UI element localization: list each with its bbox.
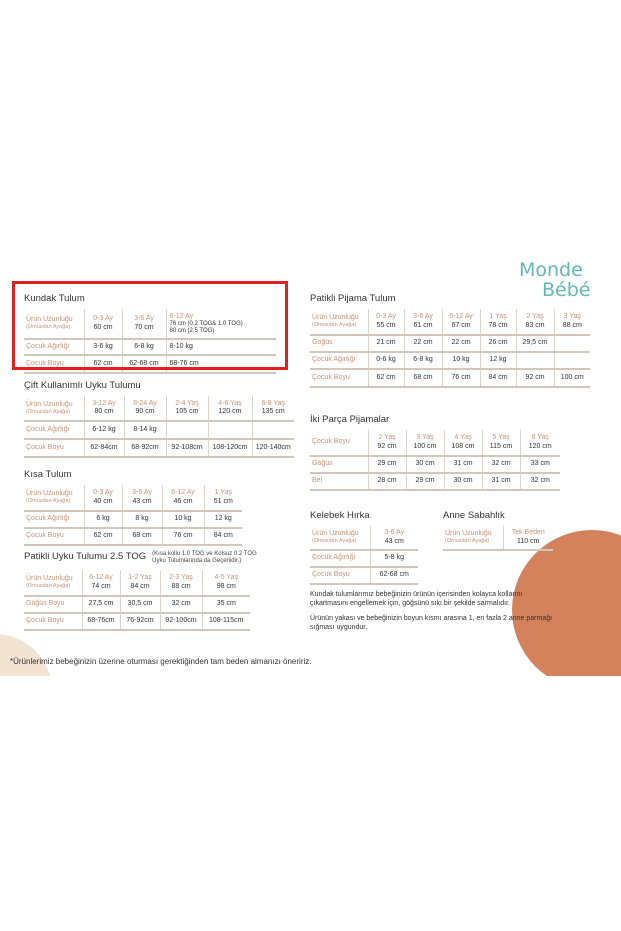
table-cell: 6-12 Ay 67 cm bbox=[442, 309, 480, 335]
row-label: Çocuk Ağırlığı bbox=[24, 339, 84, 355]
row-label: Çocuk Ağırlığı bbox=[24, 511, 84, 528]
table-cell: 30 cm bbox=[444, 473, 482, 490]
iki-parca-section bbox=[310, 414, 560, 491]
table-cell: 21 cm bbox=[368, 335, 404, 352]
patikli-pijama-section bbox=[310, 293, 590, 388]
table-cell: 26 cm bbox=[480, 335, 516, 352]
kisa-tulum-section bbox=[24, 469, 242, 546]
table-cell bbox=[554, 352, 590, 369]
size-table bbox=[24, 396, 294, 458]
row-label: Çocuk Ağırlığı bbox=[310, 550, 370, 567]
table-cell: Tek Beden 110 cm bbox=[503, 526, 553, 550]
row-label: Çocuk Boyu bbox=[24, 528, 84, 545]
table-cell: 35 cm bbox=[202, 596, 250, 613]
row-label: Ürün Uzunluğu (Omuzdan Ayağa) bbox=[443, 526, 503, 550]
row-label: Çocuk Boyu bbox=[310, 567, 370, 584]
table-cell: 62-84cm bbox=[84, 439, 124, 457]
anne-sabahlik-section bbox=[443, 510, 553, 551]
table-cell: 32 cm bbox=[520, 473, 560, 490]
table-row bbox=[24, 570, 250, 596]
row-label: Göğüs bbox=[310, 335, 368, 352]
table-cell: 84 cm bbox=[204, 528, 242, 545]
table-cell: 5 Yaş 115 cm bbox=[482, 430, 520, 456]
row-label: Çocuk Boyu bbox=[310, 369, 368, 387]
table-cell: 76 cm bbox=[442, 369, 480, 387]
table-cell: 2-4 Yaş 105 cm bbox=[166, 396, 208, 421]
table-cell: 32 cm bbox=[160, 596, 202, 613]
table-cell: 29,5 cm bbox=[516, 335, 554, 352]
size-table bbox=[310, 526, 418, 585]
table-cell: 0-6 kg bbox=[368, 352, 404, 369]
row-label: Göğüs Boyu bbox=[24, 596, 82, 613]
row-label: Göğüs bbox=[310, 456, 368, 473]
table-cell: 30 cm bbox=[406, 456, 444, 473]
table-cell: 6-12 Ay 74 cm bbox=[82, 570, 120, 596]
table-row bbox=[310, 473, 560, 490]
table-row bbox=[24, 485, 242, 511]
table-cell: 108-115cm bbox=[202, 613, 250, 630]
section-title: Kısa Tulum bbox=[24, 469, 72, 480]
row-label: Çocuk Boyu bbox=[24, 439, 84, 457]
highlight-box bbox=[12, 281, 288, 370]
row-label: Ürün Uzunluğu (Omuzdan Ayağa) bbox=[310, 526, 370, 550]
brand-logo: Monde Bébé bbox=[519, 262, 591, 301]
table-cell: 28 cm bbox=[368, 473, 406, 490]
row-label: Çocuk Ağırlığı bbox=[310, 352, 368, 369]
table-row bbox=[24, 511, 242, 528]
table-row bbox=[310, 430, 560, 456]
table-cell: 120-140cm bbox=[252, 439, 294, 457]
row-label: Ürün Uzunluğu (Omuzdan Ayağa) bbox=[24, 396, 84, 421]
table-cell: 3 Yaş 100 cm bbox=[406, 430, 444, 456]
table-cell: 1 Yaş 78 cm bbox=[480, 309, 516, 335]
table-row bbox=[24, 613, 250, 630]
table-row bbox=[310, 369, 590, 387]
table-cell: 0-3 Ay 55 cm bbox=[368, 309, 404, 335]
table-cell: 3-6 Ay 43 cm bbox=[370, 526, 418, 550]
table-row bbox=[24, 528, 242, 545]
table-row bbox=[310, 456, 560, 473]
table-cell: 76-92cm bbox=[120, 613, 160, 630]
table-cell: 84 cm bbox=[480, 369, 516, 387]
table-cell: 68 cm bbox=[122, 528, 162, 545]
table-cell bbox=[252, 421, 294, 439]
table-cell: 5-8 kg bbox=[370, 550, 418, 567]
table-row bbox=[310, 567, 418, 584]
table-cell: 3-6 Ay 43 cm bbox=[122, 485, 162, 511]
table-cell: 1-2 Yaş 84 cm bbox=[120, 570, 160, 596]
section-title: Kelebek Hırka bbox=[310, 510, 370, 521]
table-cell: 6-12 Ay 76 cm (0.2 TOG& 1.0 TOG) 80 cm (2.5 TOG) bbox=[166, 309, 276, 339]
table-cell: 32 cm bbox=[482, 456, 520, 473]
table-cell: 68-76 cm bbox=[166, 355, 276, 373]
section-title: İki Parça Pijamalar bbox=[310, 414, 390, 425]
table-cell: 3-6 Ay 61 cm bbox=[404, 309, 442, 335]
table-cell: 29 cm bbox=[368, 456, 406, 473]
table-cell bbox=[554, 335, 590, 352]
size-table bbox=[24, 485, 242, 546]
table-cell: 2-3 Yaş 88 cm bbox=[160, 570, 202, 596]
table-cell: 6 Yaş 120 cm bbox=[520, 430, 560, 456]
table-cell: 68 cm bbox=[404, 369, 442, 387]
table-cell: 2 Yaş 83 cm bbox=[516, 309, 554, 335]
table-row bbox=[443, 526, 553, 550]
table-cell: 10 kg bbox=[162, 511, 204, 528]
table-cell: 68-76cm bbox=[82, 613, 120, 630]
table-cell: 8-14 kg bbox=[124, 421, 166, 439]
table-cell: 6-8 Yaş 135 cm bbox=[252, 396, 294, 421]
table-cell: 62 cm bbox=[84, 528, 122, 545]
table-cell: 2 Yaş 92 cm bbox=[368, 430, 406, 456]
table-cell: 4-6 Yaş 120 cm bbox=[208, 396, 252, 421]
table-cell: 3 Yaş 88 cm bbox=[554, 309, 590, 335]
section-note: (Kısa kollu 1.0 TOG ve Kolsuz 0.2 TOG Uyku Tulumlarında da Geçerlidir.) bbox=[152, 551, 257, 564]
table-cell bbox=[166, 421, 208, 439]
table-cell: 92-100cm bbox=[160, 613, 202, 630]
table-cell: 4-5 Yaş 98 cm bbox=[202, 570, 250, 596]
size-table bbox=[310, 430, 560, 491]
table-cell: 27,5 cm bbox=[82, 596, 120, 613]
row-label: Çocuk Ağırlığı bbox=[24, 421, 84, 439]
row-label: Çocuk Boyu bbox=[310, 430, 368, 456]
table-cell bbox=[208, 421, 252, 439]
section-title: Patikli Pijama Tulum bbox=[310, 293, 396, 304]
patikli-uyku-section bbox=[24, 551, 257, 631]
table-cell: 6-8 kg bbox=[404, 352, 442, 369]
table-cell: 62 cm bbox=[368, 369, 404, 387]
decorative-circle-left bbox=[0, 634, 52, 676]
table-row bbox=[24, 596, 250, 613]
row-label: Bel bbox=[310, 473, 368, 490]
table-cell: 29 cm bbox=[406, 473, 444, 490]
table-cell: 31 cm bbox=[482, 473, 520, 490]
section-title: Patikli Uyku Tulumu 2.5 TOG (Kısa kollu 1.0 TOG ve Kolsuz 0.2 TOG Uyku Tulumlarında da Geçerlidir.) bbox=[24, 551, 257, 564]
table-cell: 62 cm bbox=[84, 355, 122, 373]
row-label: Ürün Uzunluğu (Omuzdan Ayağa) bbox=[24, 570, 82, 596]
table-cell: 68-92cm bbox=[124, 439, 166, 457]
table-row bbox=[310, 335, 590, 352]
row-label: Ürün Uzunluğu (Omuzdan Ayağa) bbox=[24, 309, 84, 339]
table-cell: 6-12 Ay 46 cm bbox=[162, 485, 204, 511]
table-cell: 22 cm bbox=[442, 335, 480, 352]
table-cell bbox=[516, 352, 554, 369]
section-title: Anne Sabahlık bbox=[443, 510, 505, 521]
row-label: Çocuk Boyu bbox=[24, 613, 82, 630]
table-cell: 6-12 kg bbox=[84, 421, 124, 439]
row-label: Çocuk Boyu bbox=[24, 355, 84, 373]
care-notes bbox=[310, 590, 560, 638]
table-cell: 8 kg bbox=[122, 511, 162, 528]
footnote: *Ürünlerimiz bebeğinizin üzerine oturması gerektiğinden tam beden almanızı öneririz. bbox=[10, 657, 312, 666]
table-cell: 6 kg bbox=[84, 511, 122, 528]
table-row bbox=[24, 396, 294, 421]
size-table bbox=[24, 570, 250, 631]
table-cell: 8-10 kg bbox=[166, 339, 276, 355]
table-cell: 1 Yaş 51 cm bbox=[204, 485, 242, 511]
table-cell: 62-68 cm bbox=[122, 355, 166, 373]
table-cell: 12 kg bbox=[480, 352, 516, 369]
table-cell: 6-8 kg bbox=[122, 339, 166, 355]
cift-kullanimli-section bbox=[24, 380, 294, 458]
note-paragraph: Ürünün yakası ve bebeğinizin boyun kısmı arasına 1, en fazla 2 anne parmağı sığması uygundur. bbox=[310, 615, 553, 631]
table-cell: 3-6 Ay 70 cm bbox=[122, 309, 166, 339]
table-cell: 4 Yaş 108 cm bbox=[444, 430, 482, 456]
table-cell: 92-108cm bbox=[166, 439, 208, 457]
table-cell: 92 cm bbox=[516, 369, 554, 387]
table-cell: 30,5 cm bbox=[120, 596, 160, 613]
size-table bbox=[310, 309, 590, 388]
table-row bbox=[310, 550, 418, 567]
table-row bbox=[310, 526, 418, 550]
table-cell: 76 cm bbox=[162, 528, 204, 545]
table-cell: 10 kg bbox=[442, 352, 480, 369]
section-title: Kundak Tulum bbox=[24, 293, 85, 304]
table-cell: 108-120cm bbox=[208, 439, 252, 457]
kelebek-hirka-section bbox=[310, 510, 418, 585]
table-cell: 3-12 Ay 80 cm bbox=[84, 396, 124, 421]
table-cell: 12 kg bbox=[204, 511, 242, 528]
section-title: Çift Kullanımlı Uyku Tulumu bbox=[24, 380, 141, 391]
row-label: Ürün Uzunluğu (Omuzdan Ayağa) bbox=[24, 485, 84, 511]
table-cell: 3-6 kg bbox=[84, 339, 122, 355]
table-cell: 0-3 Ay 40 cm bbox=[84, 485, 122, 511]
table-cell: 100 cm bbox=[554, 369, 590, 387]
table-row bbox=[310, 309, 590, 335]
table-row bbox=[24, 421, 294, 439]
table-cell: 22 cm bbox=[404, 335, 442, 352]
size-table bbox=[443, 526, 553, 551]
note-paragraph: Kundak tulumlarımız bebeğinizin ürünün içerisinden kolayca kollarını çıkartmasını engellemek için, göğsünü sıkı bir şekilde sarmalıdır. bbox=[310, 591, 523, 607]
table-cell: 62-68 cm bbox=[370, 567, 418, 584]
table-cell: 31 cm bbox=[444, 456, 482, 473]
table-cell: 8-24 Ay 90 cm bbox=[124, 396, 166, 421]
row-label: Ürün Uzunluğu (Omuzdan Ayağa) bbox=[310, 309, 368, 335]
table-cell: 0-3 Ay 60 cm bbox=[84, 309, 122, 339]
table-row bbox=[24, 439, 294, 457]
table-cell: 33 cm bbox=[520, 456, 560, 473]
table-row bbox=[310, 352, 590, 369]
